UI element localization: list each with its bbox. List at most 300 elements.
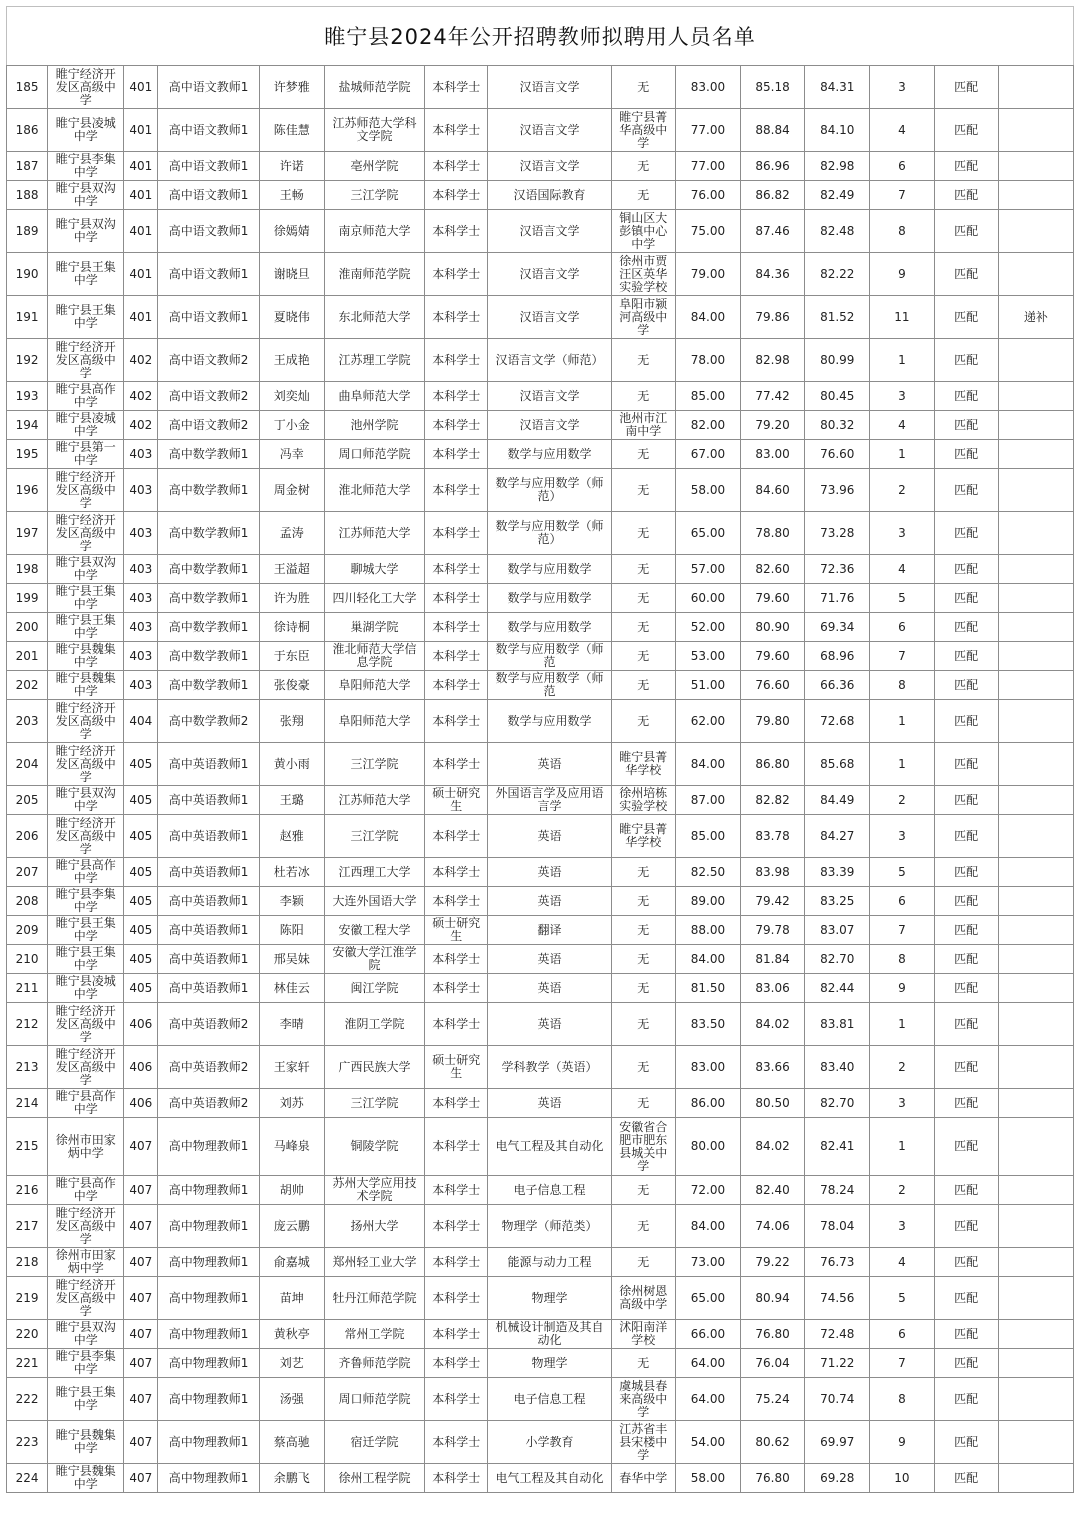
- cell-school: 睢宁经济开发区高级中学: [48, 339, 124, 382]
- cell-total-score: 74.56: [805, 1277, 870, 1320]
- cell-post-code: 407: [124, 1320, 158, 1349]
- cell-total-score: 83.25: [805, 887, 870, 916]
- cell-graduate-school: 淮北师范大学: [324, 469, 424, 512]
- cell-person-name: 许为胜: [259, 584, 324, 613]
- cell-match-status: 匹配: [934, 613, 998, 642]
- cell-post-code: 403: [124, 671, 158, 700]
- table-row: [7, 555, 1074, 584]
- cell-rank: 1: [870, 1118, 934, 1176]
- cell-remark: [998, 1320, 1073, 1349]
- cell-remark: [998, 642, 1073, 671]
- cell-post-name: 高中英语教师1: [158, 887, 259, 916]
- cell-interview-score: 83.66: [741, 1046, 805, 1089]
- cell-total-score: 82.41: [805, 1118, 870, 1176]
- cell-school: 睢宁县高作中学: [48, 858, 124, 887]
- table-row: [7, 1464, 1074, 1493]
- cell-rank: 2: [870, 1176, 934, 1205]
- table-row: [7, 469, 1074, 512]
- cell-post-code: 407: [124, 1248, 158, 1277]
- cell-total-score: 82.49: [805, 181, 870, 210]
- cell-interview-score: 79.60: [741, 584, 805, 613]
- cell-match-status: 匹配: [934, 916, 998, 945]
- cell-match-status: 匹配: [934, 671, 998, 700]
- cell-education: 本科学士: [425, 858, 488, 887]
- cell-graduate-school: 池州学院: [324, 411, 424, 440]
- cell-current-employer: 虞城县春来高级中学: [611, 1378, 675, 1421]
- cell-interview-score: 84.36: [741, 253, 805, 296]
- cell-seq-number: 219: [7, 1277, 48, 1320]
- cell-rank: 3: [870, 1089, 934, 1118]
- cell-seq-number: 204: [7, 743, 48, 786]
- cell-rank: 3: [870, 815, 934, 858]
- cell-major: 物理学: [488, 1277, 611, 1320]
- cell-interview-score: 76.80: [741, 1320, 805, 1349]
- cell-major: 汉语言文学: [488, 109, 611, 152]
- cell-remark: 递补: [998, 296, 1073, 339]
- cell-current-employer: 无: [611, 555, 675, 584]
- cell-major: 翻译: [488, 916, 611, 945]
- cell-seq-number: 186: [7, 109, 48, 152]
- cell-rank: 1: [870, 440, 934, 469]
- cell-interview-score: 79.20: [741, 411, 805, 440]
- cell-current-employer: 无: [611, 613, 675, 642]
- table-row: [7, 1349, 1074, 1378]
- cell-total-score: 69.28: [805, 1464, 870, 1493]
- cell-person-name: 冯幸: [259, 440, 324, 469]
- table-row: [7, 945, 1074, 974]
- cell-rank: 7: [870, 1349, 934, 1378]
- cell-school: 睢宁县高作中学: [48, 382, 124, 411]
- cell-person-name: 刘艺: [259, 1349, 324, 1378]
- table-row: [7, 339, 1074, 382]
- cell-post-code: 406: [124, 1003, 158, 1046]
- cell-written-score: 51.00: [675, 671, 740, 700]
- cell-post-code: 401: [124, 152, 158, 181]
- cell-school: 睢宁县王集中学: [48, 253, 124, 296]
- cell-current-employer: 无: [611, 858, 675, 887]
- cell-match-status: 匹配: [934, 339, 998, 382]
- cell-person-name: 黄秋亭: [259, 1320, 324, 1349]
- cell-post-code: 407: [124, 1118, 158, 1176]
- cell-written-score: 54.00: [675, 1421, 740, 1464]
- cell-school: 睢宁县王集中学: [48, 1378, 124, 1421]
- cell-match-status: 匹配: [934, 1464, 998, 1493]
- cell-seq-number: 215: [7, 1118, 48, 1176]
- cell-rank: 5: [870, 858, 934, 887]
- cell-written-score: 82.50: [675, 858, 740, 887]
- cell-major: 物理学: [488, 1349, 611, 1378]
- cell-education: 硕士研究生: [425, 1046, 488, 1089]
- cell-post-name: 高中语文教师1: [158, 181, 259, 210]
- cell-education: 本科学士: [425, 1003, 488, 1046]
- cell-person-name: 刘奕灿: [259, 382, 324, 411]
- cell-education: 本科学士: [425, 700, 488, 743]
- cell-post-name: 高中语文教师1: [158, 210, 259, 253]
- cell-remark: [998, 1046, 1073, 1089]
- cell-current-employer: 无: [611, 1089, 675, 1118]
- cell-school: 睢宁经济开发区高级中学: [48, 700, 124, 743]
- cell-person-name: 俞嘉城: [259, 1248, 324, 1277]
- cell-education: 本科学士: [425, 671, 488, 700]
- cell-rank: 2: [870, 786, 934, 815]
- cell-major: 汉语言文学: [488, 411, 611, 440]
- cell-education: 本科学士: [425, 1089, 488, 1118]
- cell-total-score: 78.24: [805, 1176, 870, 1205]
- cell-remark: [998, 916, 1073, 945]
- cell-rank: 3: [870, 382, 934, 411]
- cell-match-status: 匹配: [934, 512, 998, 555]
- cell-rank: 10: [870, 1464, 934, 1493]
- cell-post-name: 高中数学教师1: [158, 512, 259, 555]
- cell-rank: 1: [870, 339, 934, 382]
- cell-school: 睢宁县双沟中学: [48, 555, 124, 584]
- cell-match-status: 匹配: [934, 253, 998, 296]
- cell-current-employer: 江苏省丰县宋楼中学: [611, 1421, 675, 1464]
- cell-match-status: 匹配: [934, 109, 998, 152]
- cell-written-score: 77.00: [675, 152, 740, 181]
- cell-graduate-school: 徐州工程学院: [324, 1464, 424, 1493]
- cell-rank: 3: [870, 1205, 934, 1248]
- cell-seq-number: 207: [7, 858, 48, 887]
- cell-school: 睢宁县魏集中学: [48, 1464, 124, 1493]
- cell-interview-score: 82.82: [741, 786, 805, 815]
- cell-current-employer: 铜山区大彭镇中心中学: [611, 210, 675, 253]
- cell-current-employer: 无: [611, 339, 675, 382]
- cell-major: 数学与应用数学: [488, 700, 611, 743]
- cell-total-score: 83.40: [805, 1046, 870, 1089]
- cell-remark: [998, 469, 1073, 512]
- cell-written-score: 89.00: [675, 887, 740, 916]
- cell-interview-score: 84.02: [741, 1003, 805, 1046]
- cell-major: 数学与应用数学: [488, 555, 611, 584]
- cell-post-name: 高中英语教师2: [158, 1046, 259, 1089]
- cell-post-code: 405: [124, 945, 158, 974]
- cell-education: 本科学士: [425, 382, 488, 411]
- cell-person-name: 邢吴妹: [259, 945, 324, 974]
- cell-graduate-school: 周口师范学院: [324, 1378, 424, 1421]
- cell-post-code: 405: [124, 858, 158, 887]
- cell-graduate-school: 安徽工程大学: [324, 916, 424, 945]
- cell-rank: 8: [870, 1378, 934, 1421]
- cell-current-employer: 无: [611, 382, 675, 411]
- cell-post-name: 高中语文教师1: [158, 253, 259, 296]
- cell-education: 硕士研究生: [425, 786, 488, 815]
- cell-school: 睢宁县凌城中学: [48, 109, 124, 152]
- cell-person-name: 周金树: [259, 469, 324, 512]
- cell-rank: 5: [870, 584, 934, 613]
- cell-interview-score: 78.80: [741, 512, 805, 555]
- cell-rank: 3: [870, 512, 934, 555]
- table-row: [7, 210, 1074, 253]
- cell-education: 本科学士: [425, 66, 488, 109]
- cell-interview-score: 83.98: [741, 858, 805, 887]
- cell-match-status: 匹配: [934, 1118, 998, 1176]
- cell-post-name: 高中物理教师1: [158, 1205, 259, 1248]
- cell-written-score: 64.00: [675, 1378, 740, 1421]
- cell-person-name: 杜若冰: [259, 858, 324, 887]
- cell-total-score: 84.10: [805, 109, 870, 152]
- cell-graduate-school: 三江学院: [324, 815, 424, 858]
- cell-total-score: 71.22: [805, 1349, 870, 1378]
- cell-post-name: 高中英语教师2: [158, 1003, 259, 1046]
- cell-post-name: 高中物理教师1: [158, 1277, 259, 1320]
- cell-school: 睢宁县双沟中学: [48, 181, 124, 210]
- cell-current-employer: 无: [611, 974, 675, 1003]
- cell-current-employer: 徐州市贾汪区英华实验学校: [611, 253, 675, 296]
- cell-remark: [998, 1205, 1073, 1248]
- cell-post-name: 高中数学教师1: [158, 555, 259, 584]
- cell-post-code: 402: [124, 382, 158, 411]
- table-row: [7, 642, 1074, 671]
- cell-person-name: 李晴: [259, 1003, 324, 1046]
- cell-remark: [998, 339, 1073, 382]
- cell-remark: [998, 974, 1073, 1003]
- cell-person-name: 汤强: [259, 1378, 324, 1421]
- cell-rank: 1: [870, 1003, 934, 1046]
- cell-post-name: 高中英语教师1: [158, 858, 259, 887]
- table-row: [7, 440, 1074, 469]
- cell-seq-number: 189: [7, 210, 48, 253]
- cell-interview-score: 86.82: [741, 181, 805, 210]
- cell-post-name: 高中语文教师2: [158, 339, 259, 382]
- cell-written-score: 87.00: [675, 786, 740, 815]
- cell-major: 电子信息工程: [488, 1378, 611, 1421]
- cell-total-score: 80.99: [805, 339, 870, 382]
- cell-total-score: 82.22: [805, 253, 870, 296]
- cell-interview-score: 79.42: [741, 887, 805, 916]
- cell-graduate-school: 四川轻化工大学: [324, 584, 424, 613]
- cell-rank: 2: [870, 1046, 934, 1089]
- cell-written-score: 53.00: [675, 642, 740, 671]
- table-row: [7, 815, 1074, 858]
- cell-graduate-school: 江苏师范大学: [324, 512, 424, 555]
- cell-remark: [998, 1003, 1073, 1046]
- cell-remark: [998, 1349, 1073, 1378]
- cell-written-score: 84.00: [675, 296, 740, 339]
- cell-post-code: 405: [124, 974, 158, 1003]
- cell-remark: [998, 555, 1073, 584]
- cell-interview-score: 82.98: [741, 339, 805, 382]
- cell-education: 本科学士: [425, 181, 488, 210]
- cell-person-name: 刘苏: [259, 1089, 324, 1118]
- cell-match-status: 匹配: [934, 1176, 998, 1205]
- cell-graduate-school: 三江学院: [324, 181, 424, 210]
- cell-person-name: 胡帅: [259, 1176, 324, 1205]
- table-row: [7, 584, 1074, 613]
- cell-post-name: 高中数学教师1: [158, 642, 259, 671]
- cell-remark: [998, 512, 1073, 555]
- cell-major: 小学教育: [488, 1421, 611, 1464]
- cell-written-score: 73.00: [675, 1248, 740, 1277]
- cell-post-code: 406: [124, 1089, 158, 1118]
- cell-written-score: 81.50: [675, 974, 740, 1003]
- cell-education: 本科学士: [425, 1205, 488, 1248]
- cell-post-code: 403: [124, 584, 158, 613]
- cell-match-status: 匹配: [934, 1320, 998, 1349]
- cell-total-score: 76.73: [805, 1248, 870, 1277]
- cell-seq-number: 209: [7, 916, 48, 945]
- cell-post-code: 401: [124, 109, 158, 152]
- cell-remark: [998, 700, 1073, 743]
- cell-post-name: 高中物理教师1: [158, 1248, 259, 1277]
- cell-school: 睢宁县王集中学: [48, 945, 124, 974]
- cell-rank: 11: [870, 296, 934, 339]
- cell-education: 本科学士: [425, 469, 488, 512]
- cell-written-score: 57.00: [675, 555, 740, 584]
- cell-seq-number: 217: [7, 1205, 48, 1248]
- cell-seq-number: 194: [7, 411, 48, 440]
- cell-education: 本科学士: [425, 1349, 488, 1378]
- cell-rank: 7: [870, 916, 934, 945]
- cell-person-name: 蔡高驰: [259, 1421, 324, 1464]
- cell-school: 睢宁经济开发区高级中学: [48, 743, 124, 786]
- cell-person-name: 王家轩: [259, 1046, 324, 1089]
- cell-total-score: 76.60: [805, 440, 870, 469]
- cell-seq-number: 199: [7, 584, 48, 613]
- cell-school: 睢宁县双沟中学: [48, 1320, 124, 1349]
- cell-total-score: 73.96: [805, 469, 870, 512]
- cell-post-code: 401: [124, 253, 158, 296]
- cell-remark: [998, 440, 1073, 469]
- cell-major: 汉语国际教育: [488, 181, 611, 210]
- cell-graduate-school: 安徽大学江淮学院: [324, 945, 424, 974]
- cell-post-code: 405: [124, 743, 158, 786]
- cell-person-name: 王成艳: [259, 339, 324, 382]
- cell-match-status: 匹配: [934, 66, 998, 109]
- cell-seq-number: 220: [7, 1320, 48, 1349]
- cell-post-code: 401: [124, 181, 158, 210]
- cell-match-status: 匹配: [934, 181, 998, 210]
- cell-person-name: 丁小金: [259, 411, 324, 440]
- cell-interview-score: 86.96: [741, 152, 805, 181]
- cell-major: 英语: [488, 1003, 611, 1046]
- cell-school: 睢宁县李集中学: [48, 1349, 124, 1378]
- cell-total-score: 84.49: [805, 786, 870, 815]
- cell-graduate-school: 扬州大学: [324, 1205, 424, 1248]
- cell-person-name: 徐诗桐: [259, 613, 324, 642]
- cell-major: 英语: [488, 974, 611, 1003]
- cell-graduate-school: 盐城师范学院: [324, 66, 424, 109]
- cell-written-score: 84.00: [675, 945, 740, 974]
- cell-remark: [998, 411, 1073, 440]
- cell-graduate-school: 常州工学院: [324, 1320, 424, 1349]
- cell-major: 英语: [488, 1089, 611, 1118]
- cell-post-name: 高中数学教师1: [158, 613, 259, 642]
- cell-interview-score: 74.06: [741, 1205, 805, 1248]
- cell-current-employer: 无: [611, 512, 675, 555]
- cell-major: 学科教学（英语）: [488, 1046, 611, 1089]
- cell-seq-number: 214: [7, 1089, 48, 1118]
- cell-post-code: 403: [124, 642, 158, 671]
- cell-written-score: 85.00: [675, 815, 740, 858]
- cell-written-score: 88.00: [675, 916, 740, 945]
- cell-major: 汉语言文学: [488, 296, 611, 339]
- cell-remark: [998, 613, 1073, 642]
- cell-post-code: 407: [124, 1277, 158, 1320]
- cell-total-score: 69.97: [805, 1421, 870, 1464]
- cell-rank: 8: [870, 671, 934, 700]
- cell-major: 数学与应用数学: [488, 584, 611, 613]
- cell-post-code: 403: [124, 512, 158, 555]
- cell-match-status: 匹配: [934, 411, 998, 440]
- cell-post-name: 高中物理教师1: [158, 1349, 259, 1378]
- cell-current-employer: 无: [611, 469, 675, 512]
- table-row: [7, 1176, 1074, 1205]
- cell-seq-number: 205: [7, 786, 48, 815]
- table-row: [7, 1205, 1074, 1248]
- table-row: [7, 1378, 1074, 1421]
- table-row: [7, 613, 1074, 642]
- cell-rank: 5: [870, 1277, 934, 1320]
- cell-graduate-school: 齐鲁师范学院: [324, 1349, 424, 1378]
- cell-education: 本科学士: [425, 1320, 488, 1349]
- cell-person-name: 李颖: [259, 887, 324, 916]
- cell-school: 睢宁县王集中学: [48, 916, 124, 945]
- cell-remark: [998, 1464, 1073, 1493]
- cell-total-score: 72.36: [805, 555, 870, 584]
- cell-seq-number: 198: [7, 555, 48, 584]
- table-row: [7, 253, 1074, 296]
- page-title: 睢宁县2024年公开招聘教师拟聘用人员名单: [6, 6, 1074, 65]
- cell-total-score: 69.34: [805, 613, 870, 642]
- cell-remark: [998, 1248, 1073, 1277]
- cell-seq-number: 190: [7, 253, 48, 296]
- cell-seq-number: 213: [7, 1046, 48, 1089]
- cell-graduate-school: 宿迁学院: [324, 1421, 424, 1464]
- cell-total-score: 83.39: [805, 858, 870, 887]
- cell-graduate-school: 淮北师范大学信息学院: [324, 642, 424, 671]
- cell-school: 睢宁县李集中学: [48, 152, 124, 181]
- cell-education: 本科学士: [425, 974, 488, 1003]
- cell-match-status: 匹配: [934, 1277, 998, 1320]
- hiring-table: [6, 65, 1074, 1493]
- cell-person-name: 徐嫣婧: [259, 210, 324, 253]
- cell-current-employer: 徐州树恩高级中学: [611, 1277, 675, 1320]
- cell-education: 本科学士: [425, 210, 488, 253]
- cell-remark: [998, 253, 1073, 296]
- cell-major: 英语: [488, 858, 611, 887]
- cell-total-score: 71.76: [805, 584, 870, 613]
- cell-person-name: 王畅: [259, 181, 324, 210]
- cell-total-score: 82.70: [805, 945, 870, 974]
- cell-post-name: 高中英语教师1: [158, 974, 259, 1003]
- cell-remark: [998, 858, 1073, 887]
- cell-graduate-school: 巢湖学院: [324, 613, 424, 642]
- cell-education: 本科学士: [425, 512, 488, 555]
- table-row: [7, 1003, 1074, 1046]
- cell-post-name: 高中数学教师1: [158, 469, 259, 512]
- cell-major: 电子信息工程: [488, 1176, 611, 1205]
- table-row: [7, 411, 1074, 440]
- cell-match-status: 匹配: [934, 1003, 998, 1046]
- cell-remark: [998, 66, 1073, 109]
- table-row: [7, 786, 1074, 815]
- cell-interview-score: 85.18: [741, 66, 805, 109]
- cell-current-employer: 安徽省合肥市肥东县城关中学: [611, 1118, 675, 1176]
- cell-written-score: 76.00: [675, 181, 740, 210]
- cell-seq-number: 211: [7, 974, 48, 1003]
- cell-post-name: 高中语文教师1: [158, 152, 259, 181]
- cell-total-score: 72.48: [805, 1320, 870, 1349]
- table-row: [7, 858, 1074, 887]
- cell-interview-score: 80.62: [741, 1421, 805, 1464]
- cell-match-status: 匹配: [934, 210, 998, 253]
- cell-total-score: 85.68: [805, 743, 870, 786]
- cell-interview-score: 79.22: [741, 1248, 805, 1277]
- cell-total-score: 82.98: [805, 152, 870, 181]
- cell-current-employer: 池州市江南中学: [611, 411, 675, 440]
- cell-rank: 3: [870, 66, 934, 109]
